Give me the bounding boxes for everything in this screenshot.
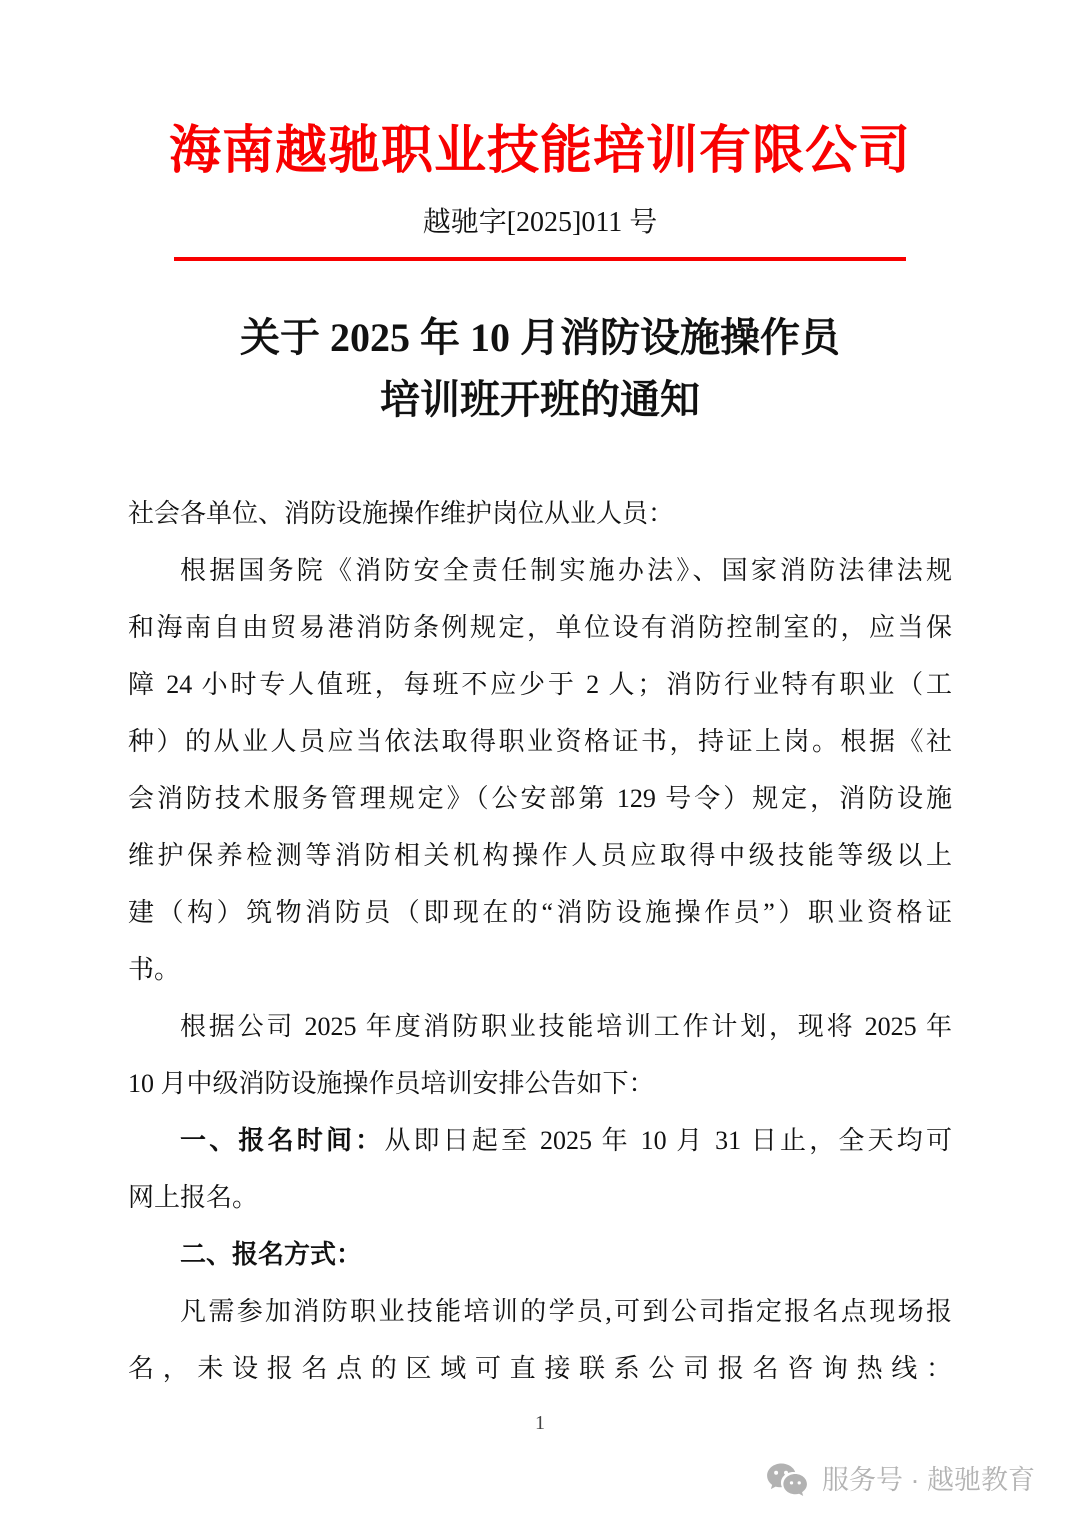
wechat-banner-label: 服务号 · 越驰教育 — [822, 1465, 1035, 1495]
body-line: 障 24 小时专人值班，每班不应少于 2 人；消防行业特有职业（工 — [128, 670, 952, 699]
wechat-icon — [766, 1461, 810, 1499]
company-name: 海南越驰职业技能培训有限公司 — [168, 123, 911, 180]
body-line — [128, 1226, 952, 1283]
notice-title-line2: 培训班开班的通知 — [380, 377, 700, 422]
notice-title — [0, 307, 1080, 431]
body-line: 种）的从业人员应当依法取得职业资格证书，持证上岗。根据《社 — [128, 727, 952, 756]
body-line: 凡需参加消防职业技能培训的学员,可到公司指定报名点现场报 — [180, 1297, 952, 1326]
red-divider — [174, 257, 906, 261]
body-line: 根据国务院《消防安全责任制实施办法》、国家消防法律法规 — [180, 556, 952, 585]
body-line-bold-label: 一、报名时间： — [180, 1126, 385, 1155]
body-line-bold-label: 二、报名方式： — [180, 1240, 363, 1269]
body-line: 网上报名。 — [128, 1183, 259, 1212]
page-number: 1 — [535, 1412, 545, 1434]
body-line: 名，未设报名点的区域可直接联系公司报名咨询热线： — [128, 1354, 952, 1383]
body-line: 根据公司 2025 年度消防职业技能培训工作计划，现将 2025 年 — [180, 1012, 952, 1041]
body-line: 和海南自由贸易港消防条例规定，单位设有消防控制室的，应当保 — [128, 613, 952, 642]
body-line: 会消防技术服务管理规定》（公安部第 129 号令）规定，消防设施 — [128, 784, 952, 813]
body-line: 社会各单位、消防设施操作维护岗位从业人员： — [128, 499, 675, 528]
body-line: 书。 — [128, 955, 181, 984]
body-line: 一、报名时间：从即日起至 2025 年 10 月 31 日止，全天均可 — [180, 1126, 952, 1155]
wechat-service-banner[interactable] — [766, 1458, 1035, 1502]
body-line: 维护保养检测等消防相关机构操作人员应取得中级技能等级以上 — [128, 841, 952, 870]
body-line: 建（构）筑物消防员（即现在的“消防设施操作员”）职业资格证 — [128, 898, 952, 927]
notice-title-line1: 关于 2025 年 10 月消防设施操作员 — [240, 315, 840, 360]
doc-number: 越驰字[2025]011 号 — [422, 207, 658, 238]
body-line: 10 月中级消防设施操作员培训安排公告如下： — [128, 1069, 655, 1098]
document-body — [128, 485, 952, 1397]
